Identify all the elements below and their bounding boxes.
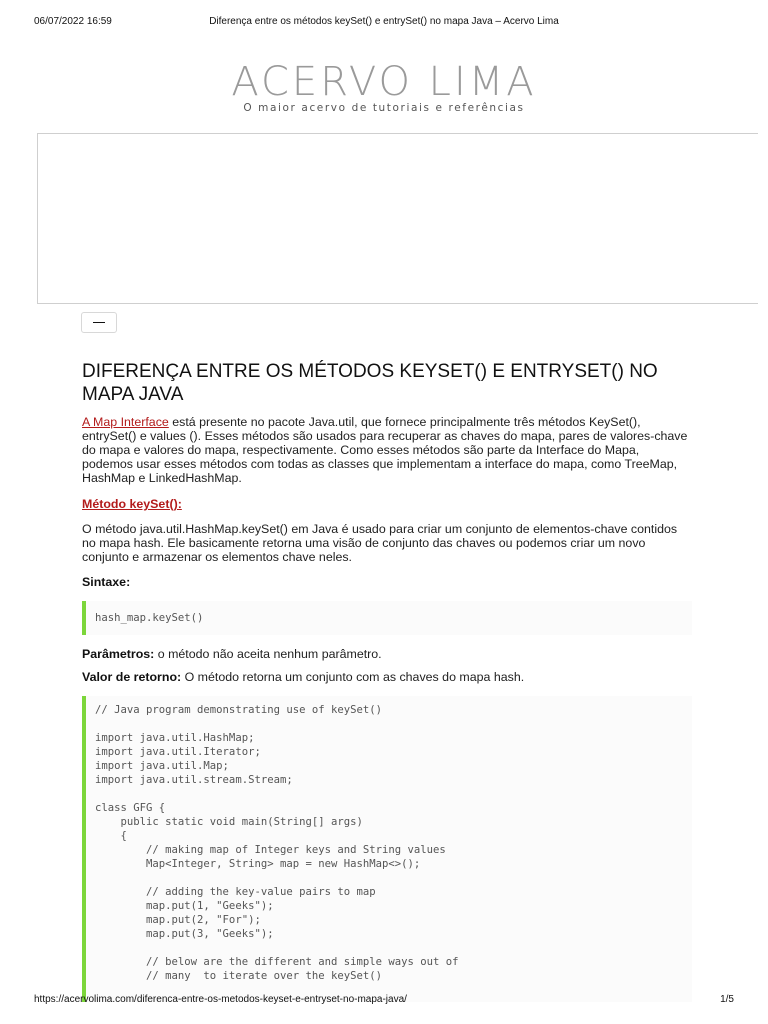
intro-paragraph [82, 415, 692, 485]
map-interface-link[interactable]: A Map Interface [82, 415, 169, 429]
method-description: O método java.util.HashMap.keySet() em Java é usado para criar um conjunto de elementos-chave contidos no mapa hash. Ele basicamente retorna uma visão de conjunto das chaves ou podemos criar um novo conjunto e armazenar os elementos chave neles. [82, 522, 678, 564]
code-line [95, 787, 692, 801]
code-line: import java.util.Map; [95, 760, 229, 772]
site-title[interactable]: ACERVO LIMA [231, 59, 537, 105]
code-line [95, 871, 692, 885]
code-line: // many to iterate over the keySet() [95, 970, 383, 982]
article-title: DIFERENÇA ENTRE OS MÉTODOS KEYSET() E ENTRYSET() NO MAPA JAVA [82, 361, 658, 405]
code-line: { [95, 830, 127, 842]
params-text: o método não aceita nenhum parâmetro. [154, 647, 382, 661]
print-url: https://acervolima.com/diferenca-entre-os-metodos-keyset-e-entryset-no-mapa-java/ [34, 994, 407, 1005]
code-line [95, 717, 692, 731]
print-footer [34, 994, 734, 1008]
syntax-label: Sintaxe: [82, 575, 131, 589]
code-line [95, 941, 692, 955]
code-line: // Java program demonstrating use of keySet() [95, 704, 383, 716]
code-line: class GFG { [95, 802, 166, 814]
code-line: public static void main(String[] args) [95, 816, 363, 828]
code-line: import java.util.HashMap; [95, 732, 255, 744]
return-label: Valor de retorno: [82, 670, 182, 684]
code-line: // adding the key-value pairs to map [95, 886, 376, 898]
code-line: import java.util.stream.Stream; [95, 774, 293, 786]
return-paragraph [82, 670, 692, 684]
example-code-block [82, 696, 692, 1002]
code-line: map.put(3, "Geeks"); [95, 928, 274, 940]
params-paragraph [82, 647, 692, 661]
code-line: Map<Integer, String> map = new HashMap<>(); [95, 858, 421, 870]
print-header [34, 16, 734, 30]
article-content [82, 360, 692, 1002]
code-line: map.put(2, "For"); [95, 914, 261, 926]
print-page-number: 1/5 [720, 994, 734, 1005]
print-doc-title: Diferença entre os métodos keySet() e entrySet() no mapa Java – Acervo Lima [209, 16, 559, 27]
code-line: import java.util.Iterator; [95, 746, 261, 758]
menu-toggle-button[interactable] [81, 312, 117, 333]
syntax-code-block [82, 601, 692, 635]
code-line: map.put(1, "Geeks"); [95, 900, 274, 912]
print-datetime: 06/07/2022 16:59 [34, 16, 112, 27]
site-brand [0, 58, 768, 114]
minus-icon [93, 322, 105, 324]
params-label: Parâmetros: [82, 647, 155, 661]
code-line: // making map of Integer keys and String values [95, 844, 446, 856]
syntax-code: hash_map.keySet() [95, 612, 204, 624]
site-tagline: O maior acervo de tutoriais e referências [243, 102, 525, 114]
return-text: O método retorna um conjunto com as chaves do mapa hash. [181, 670, 525, 684]
ad-placeholder [37, 133, 758, 304]
method-keyset-heading: Método keySet(): [82, 497, 182, 511]
code-line: // below are the different and simple ways out of [95, 956, 459, 968]
intro-text: está presente no pacote Java.util, que fornece principalmente três métodos KeySet(), entrySet() e values (). Esses métodos são usados para recuperar as chaves do mapa, pares de valores-chave do mapa e valores do mapa, respectivamente. Como esses métodos são parte da Interface do Mapa, podemos usar esses métodos com todas as classes que implementam a interface do mapa, como TreeMap, HashMap e LinkedHashMap. [82, 415, 688, 485]
